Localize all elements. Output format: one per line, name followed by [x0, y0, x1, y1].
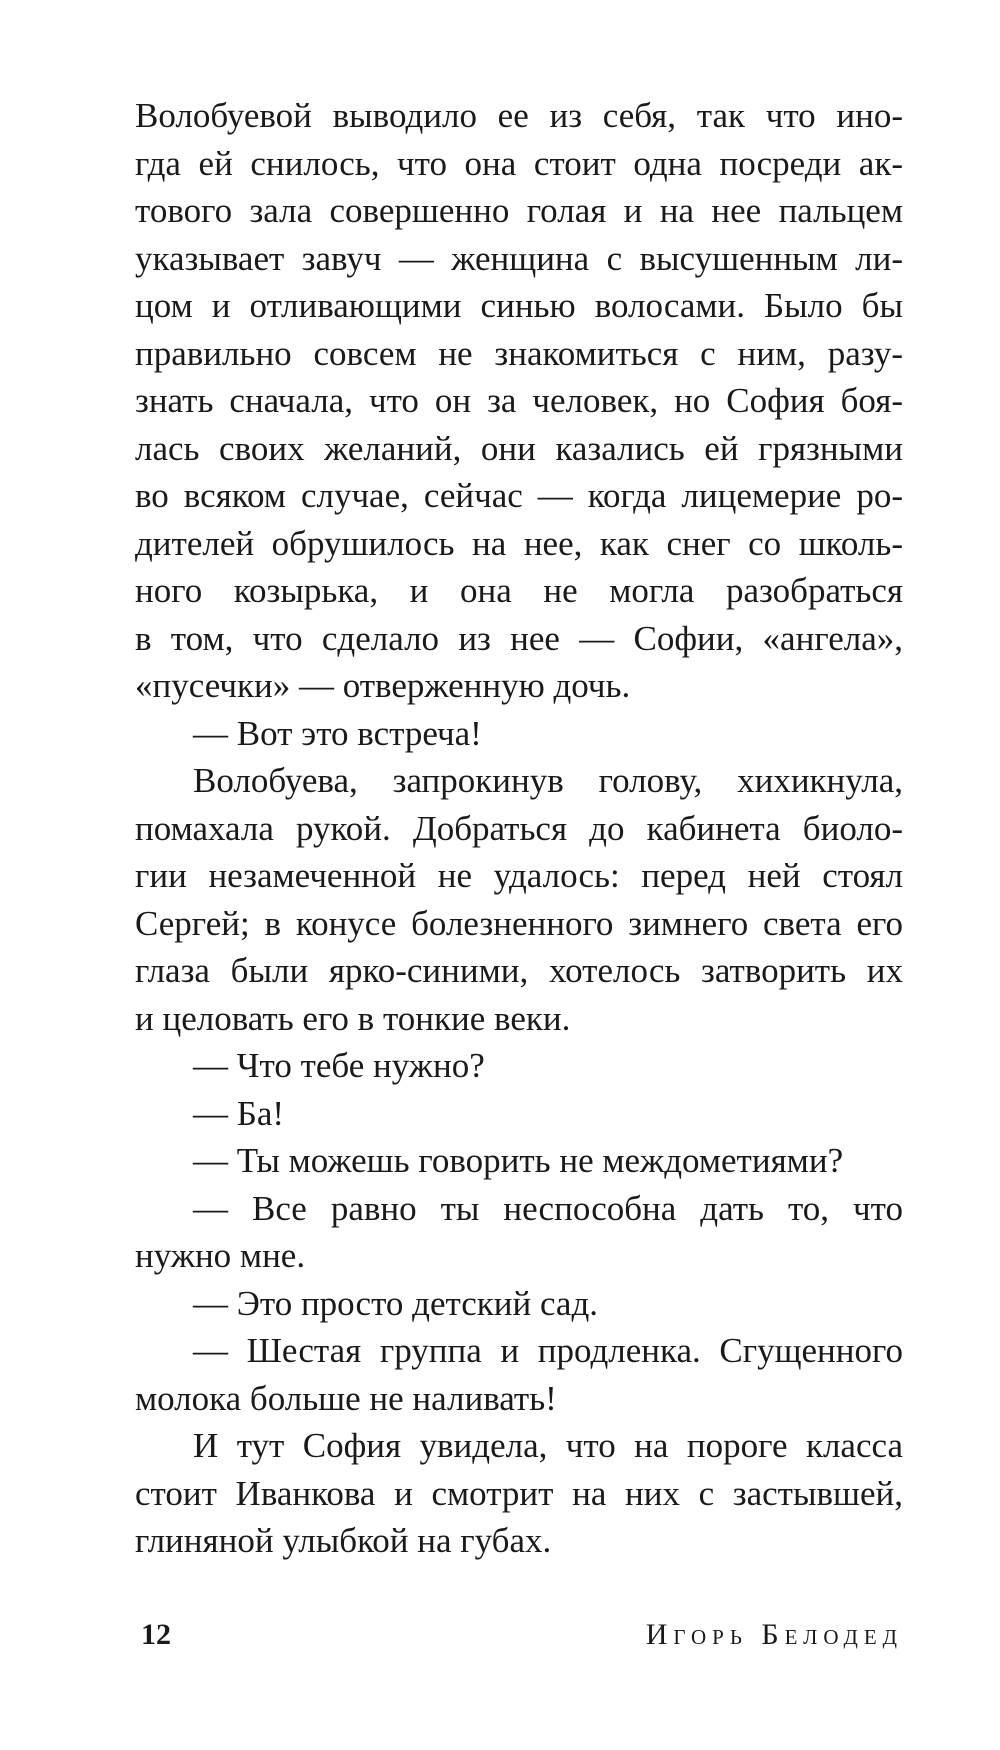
- text-line: и целовать его в тонкие веки.: [135, 998, 571, 1038]
- text-line: Волобуевой выводило ее из себя, так что ино-: [135, 96, 903, 135]
- text-line: правильно совсем не знакомиться с ним, разу-: [135, 333, 903, 373]
- text-line: «пусечки» — отверженную дочь.: [135, 666, 631, 705]
- page-number: 12: [141, 1618, 171, 1651]
- text-line: глиняной улыбкой на губах.: [135, 1521, 552, 1560]
- text-line: указывает завуч — женщина с высушенным ли-: [135, 238, 903, 278]
- running-head-author: Игорь Белодед: [645, 1618, 903, 1651]
- text-line: И тут София увидела, что на пороге класса: [193, 1426, 903, 1465]
- text-line: молока больше не наливать!: [135, 1378, 557, 1418]
- page-footer: [135, 1610, 903, 1660]
- text-line: — Шестая группа и продленка. Сгущенного: [193, 1331, 903, 1370]
- text-line: ного козырька, и она не могла разобраться: [135, 571, 903, 610]
- text-line: — Что тебе нужно?: [193, 1046, 485, 1085]
- text-line: — Вот это встреча!: [193, 713, 482, 753]
- text-line: цом и отливающими синью волосами. Было бы: [135, 286, 903, 325]
- text-line: помахала рукой. Добраться до кабинета биоло-: [135, 808, 903, 848]
- text-line: гда ей снилось, что она стоит одна посреди ак-: [135, 143, 903, 183]
- text-line: дителей обрушилось на нее, как снег со школь-: [135, 523, 903, 563]
- text-line: гии незамеченной не удалось: перед ней стоял: [135, 856, 903, 895]
- text-line: стоит Иванкова и смотрит на них с застывшей,: [135, 1473, 903, 1513]
- text-line: знать сначала, что он за человек, но София боя-: [135, 381, 903, 420]
- body-text: [135, 92, 903, 1565]
- text-line: нужно мне.: [135, 1236, 306, 1275]
- text-line: во всяком случае, сейчас — когда лицемерие ро-: [135, 476, 903, 515]
- text-line: лась своих желаний, они казались ей грязными: [135, 428, 903, 468]
- text-line: — Ты можешь говорить не междометиями?: [193, 1141, 844, 1180]
- text-line: тового зала совершенно голая и на нее пальцем: [135, 191, 903, 230]
- text-line: — Ба!: [193, 1093, 285, 1133]
- text-line: Сергей; в конусе болезненного зимнего света его: [135, 903, 903, 943]
- text-line: Волобуева, запрокинув голову, хихикнула,: [193, 761, 903, 800]
- text-line: — Это просто детский сад.: [193, 1283, 599, 1323]
- text-line: глаза были ярко-синими, хотелось затворить их: [135, 951, 903, 990]
- text-line: в том, что сделало из нее — Софии, «ангела»,: [135, 618, 903, 658]
- text-line: — Все равно ты неспособна дать то, что: [193, 1188, 903, 1228]
